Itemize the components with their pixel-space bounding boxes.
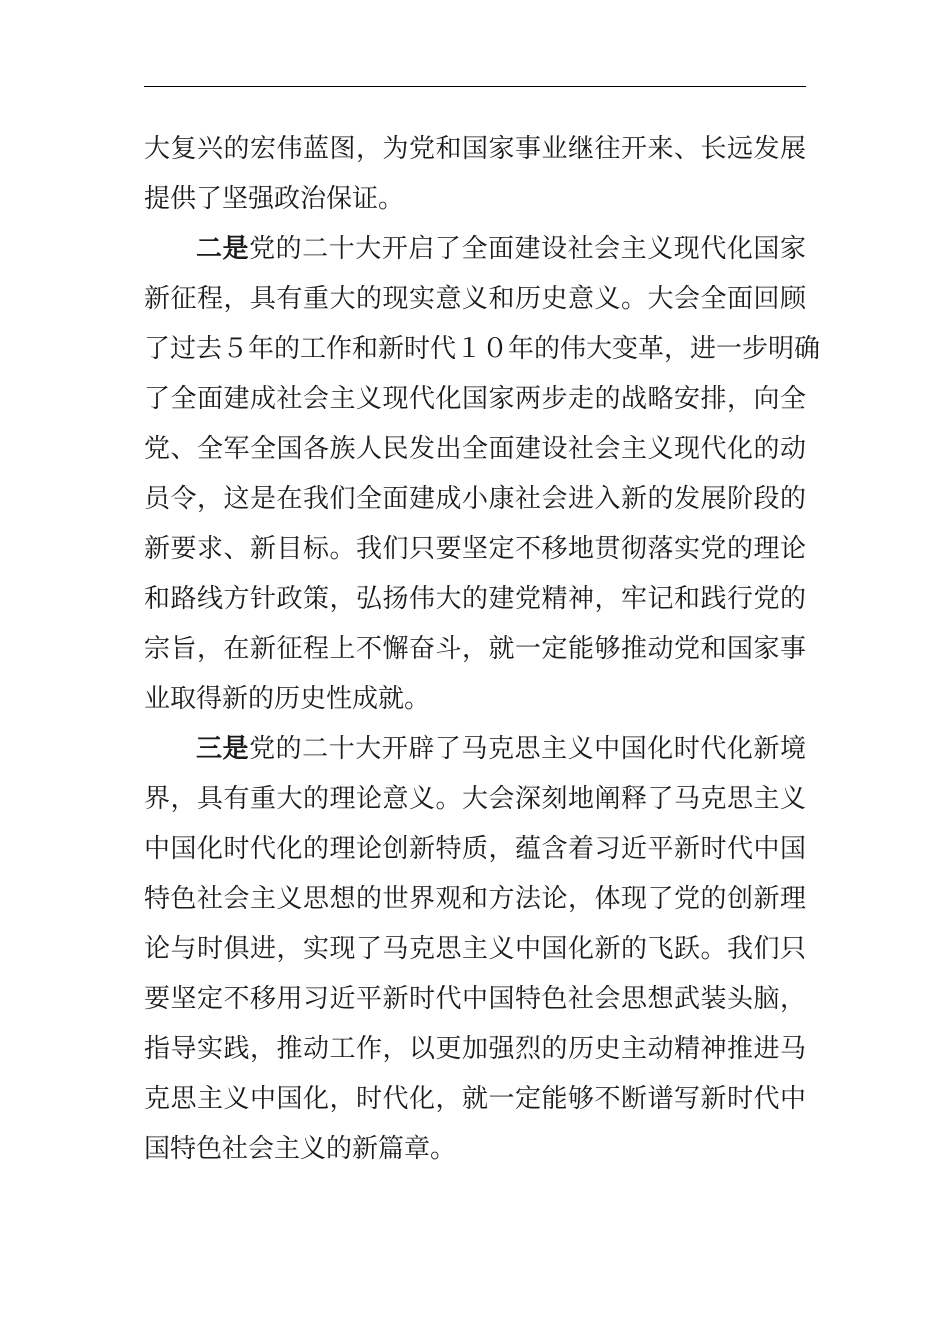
paragraph-line: 提供了坚强政治保证。 [144, 184, 405, 214]
paragraph-line: 党、全军全国各族人民发出全面建设社会主义现代化的动 [144, 434, 806, 464]
paragraph-first-line [144, 724, 806, 774]
paragraph-first-text: 党的二十大开启了全面建设社会主义现代化国家 [249, 234, 806, 264]
paragraph-line: 员令，这是在我们全面建成小康社会进入新的发展阶段的 [144, 484, 806, 514]
paragraph-lead: 三是 [196, 734, 250, 764]
paragraph-line: 特色社会主义思想的世界观和方法论，体现了党的创新理 [144, 884, 806, 914]
paragraph-first-line [144, 224, 806, 274]
paragraph-line: 大复兴的宏伟蓝图，为党和国家事业继往开来、长远发展 [144, 134, 806, 164]
paragraph-line: 界，具有重大的理论意义。大会深刻地阐释了马克思主义 [144, 784, 806, 814]
paragraph-line: 了全面建成社会主义现代化国家两步走的战略安排，向全 [144, 384, 806, 414]
document-body [144, 124, 821, 1174]
paragraph-line: 指导实践，推动工作，以更加强烈的历史主动精神推进马 [144, 1034, 806, 1064]
paragraph-line: 业取得新的历史性成就。 [144, 684, 431, 714]
paragraph-line: 宗旨，在新征程上不懈奋斗，就一定能够推动党和国家事 [144, 634, 806, 664]
paragraph-first-text: 党的二十大开辟了马克思主义中国化时代化新境 [249, 734, 806, 764]
paragraph-line: 了过去５年的工作和新时代１０年的伟大变革，进一步明确 [144, 334, 821, 364]
paragraph-line: 和路线方针政策，弘扬伟大的建党精神，牢记和践行党的 [144, 584, 806, 614]
paragraph-line: 国特色社会主义的新篇章。 [144, 1134, 457, 1164]
paragraph-line: 要坚定不移用习近平新时代中国特色社会思想武装头脑， [144, 984, 806, 1014]
paragraph-line: 克思主义中国化，时代化，就一定能够不断谱写新时代中 [144, 1084, 806, 1114]
paragraph-lead: 二是 [196, 234, 250, 264]
header-rule [144, 86, 806, 87]
paragraph-line: 中国化时代化的理论创新特质，蕴含着习近平新时代中国 [144, 834, 806, 864]
paragraph-line: 新要求、新目标。我们只要坚定不移地贯彻落实党的理论 [144, 534, 806, 564]
paragraph-line: 论与时俱进，实现了马克思主义中国化新的飞跃。我们只 [144, 934, 806, 964]
paragraph-line: 新征程，具有重大的现实意义和历史意义。大会全面回顾 [144, 284, 806, 314]
